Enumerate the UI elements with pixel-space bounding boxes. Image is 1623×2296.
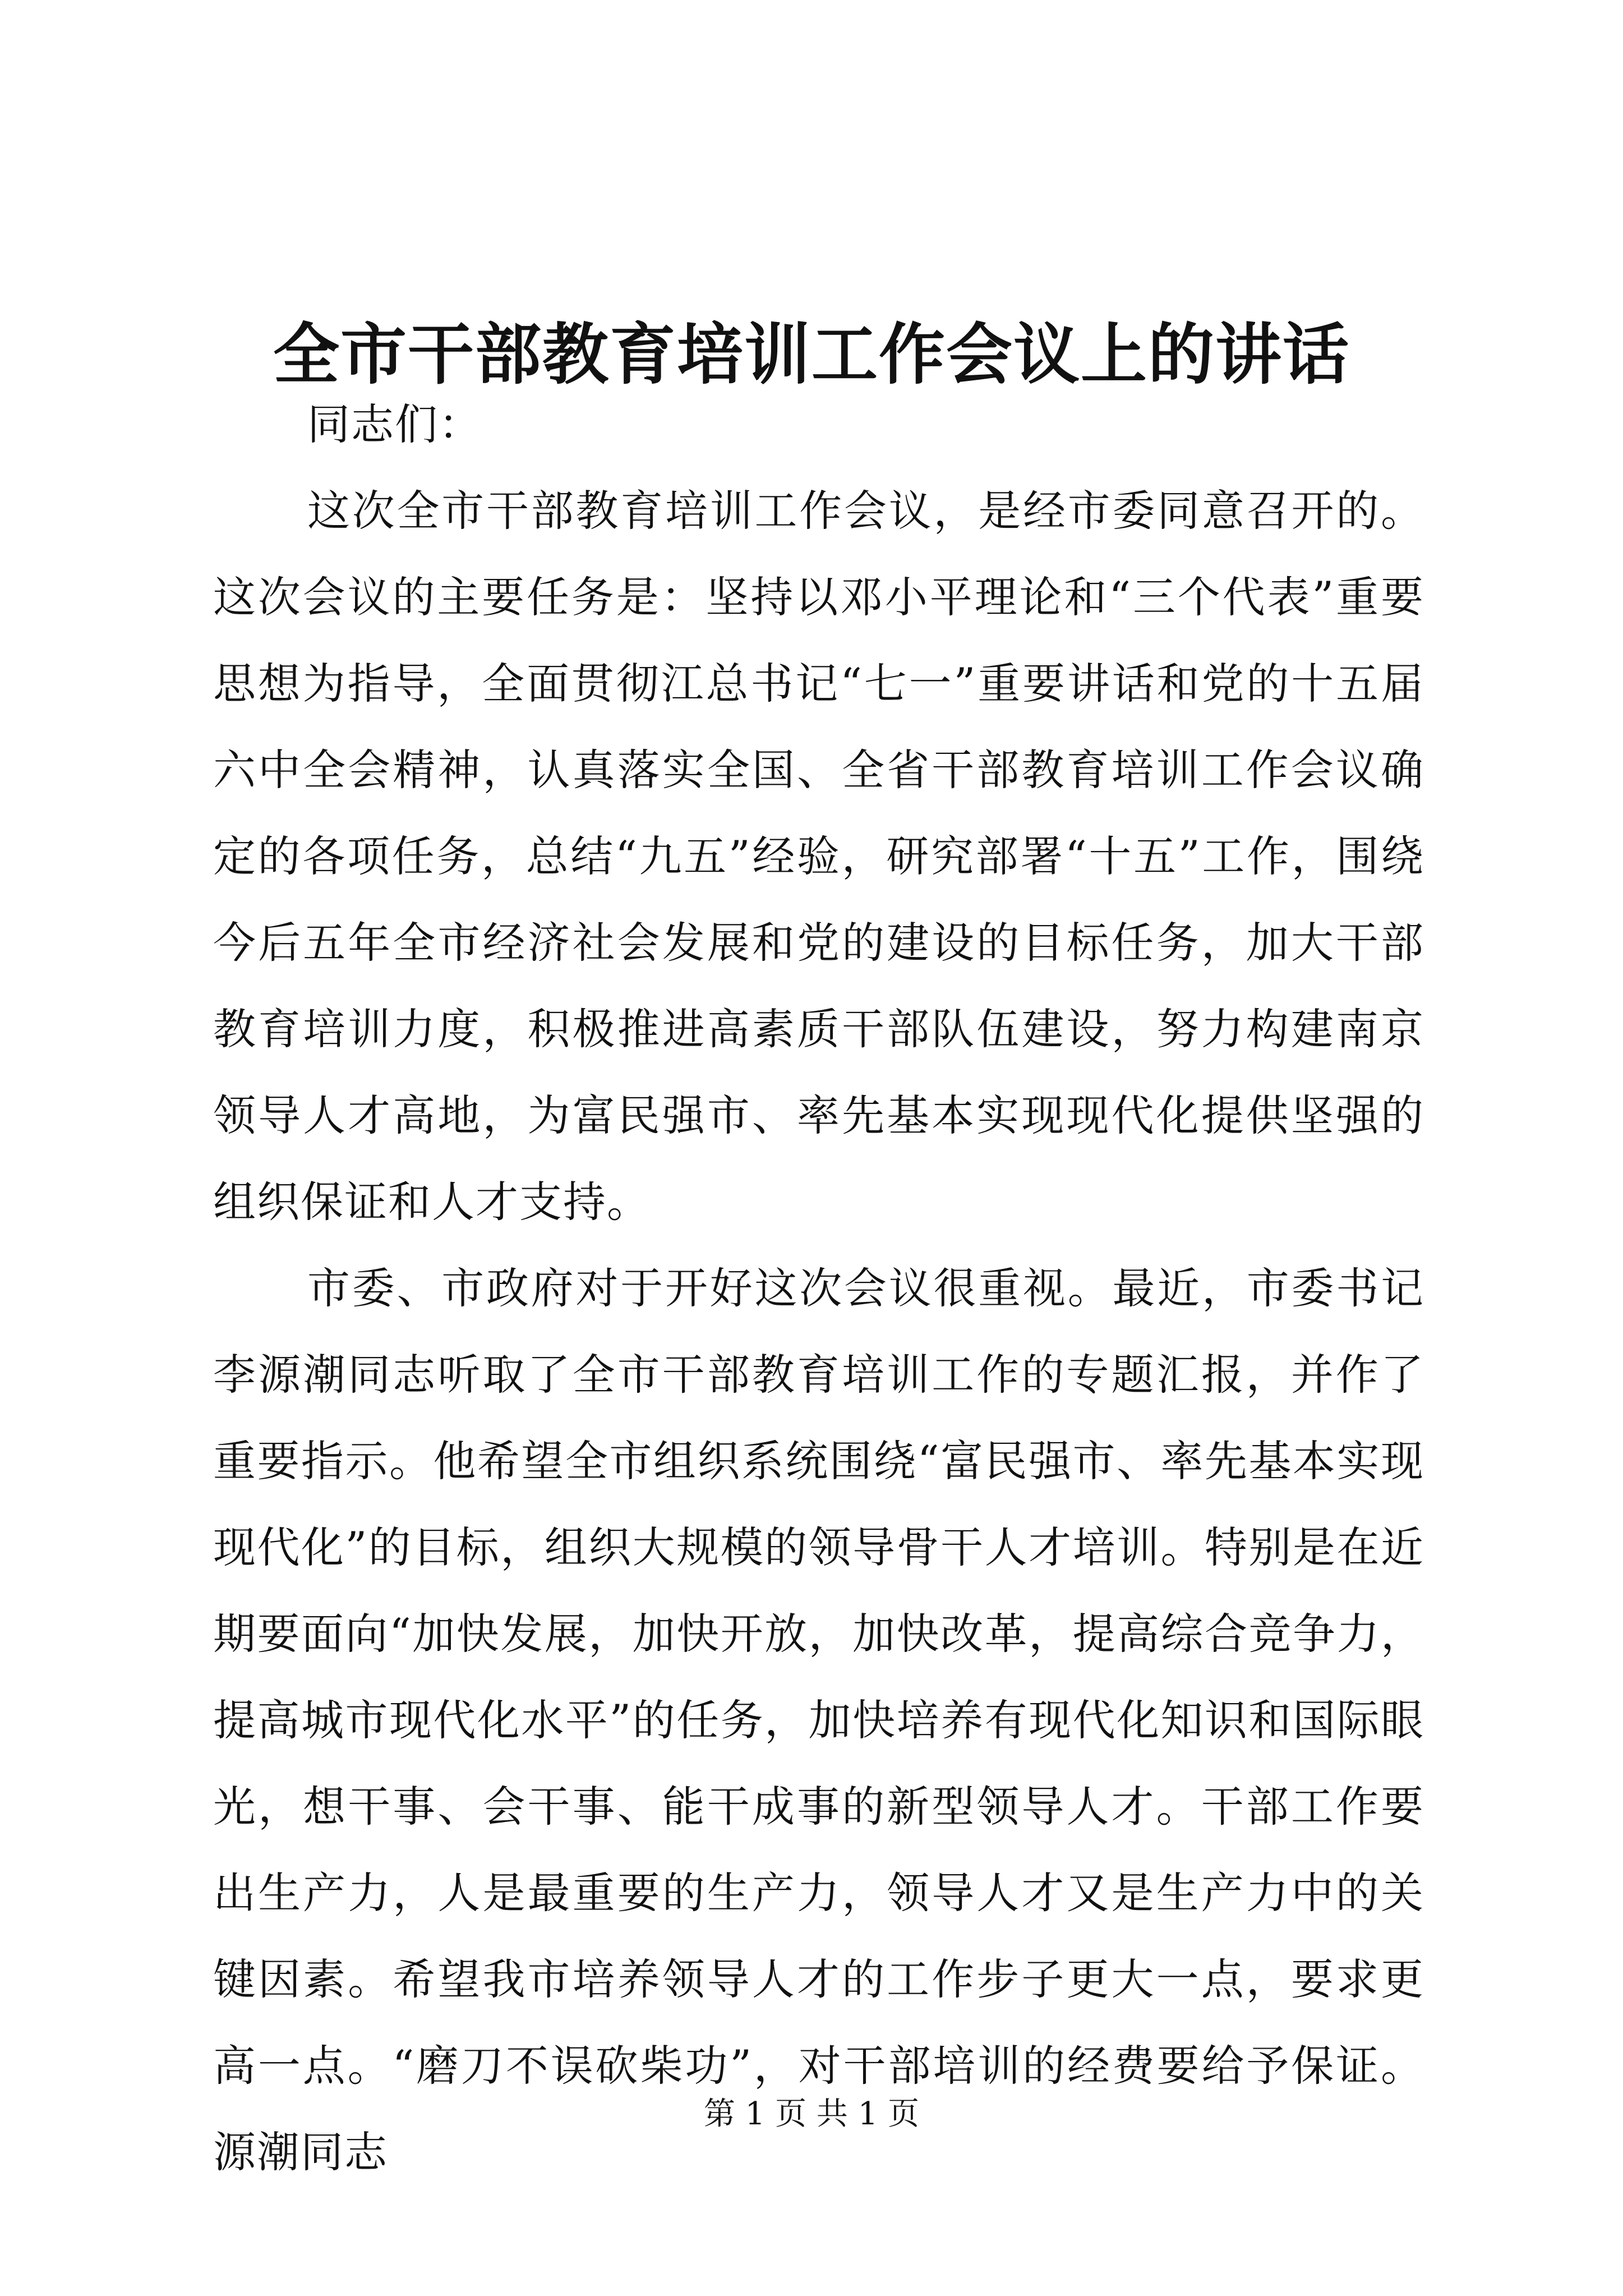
salutation: 同志们： bbox=[307, 399, 482, 449]
page-footer: 第 1 页 共 1 页 bbox=[703, 2096, 920, 2132]
document-title: 全市干部教育培训工作会议上的讲话 bbox=[273, 315, 1350, 394]
document-body bbox=[213, 381, 1424, 2196]
body-paragraph: 市委、市政府对于开好这次会议很重视。最近，市委书记李源潮同志听取了全市干部教育培训工作的专题汇报，并作了重要指示。他希望全市组织系统围绕“富民强市、率先基本实现现代化”的目标，组织大规模的领导骨干人才培训。特别是在近期要面向“加快发展，加快开放，加快改革，提高综合竞争力，提高城市现代化水平”的任务，加快培养有现代化知识和国际眼光，想干事、会干事、能干成事的新型领导人才。干部工作要出生产力，人是最重要的生产力，领导人才又是生产力中的关键因素。希望我市培养领导人才的工作步子更大一点，要求更高一点。“磨刀不误砍柴功”，对干部培训的经费要给予保证。源潮同志 bbox=[213, 1263, 1424, 2177]
body-paragraph: 这次全市干部教育培训工作会议，是经市委同意召开的。这次会议的主要任务是：坚持以邓小平理论和“三个代表”重要思想为指导，全面贯彻江总书记“七一”重要讲话和党的十五届六中全会精神，认真落实全国、全省干部教育培训工作会议确定的各项任务，总结“九五”经验，研究部署“十五”工作，围绕今后五年全市经济社会发展和党的建设的目标任务，加大干部教育培训力度，积极推进高素质干部队伍建设，努力构建南京领导人才高地，为富民强市、率先基本实现现代化提供坚强的组织保证和人才支持。 bbox=[213, 486, 1424, 1227]
